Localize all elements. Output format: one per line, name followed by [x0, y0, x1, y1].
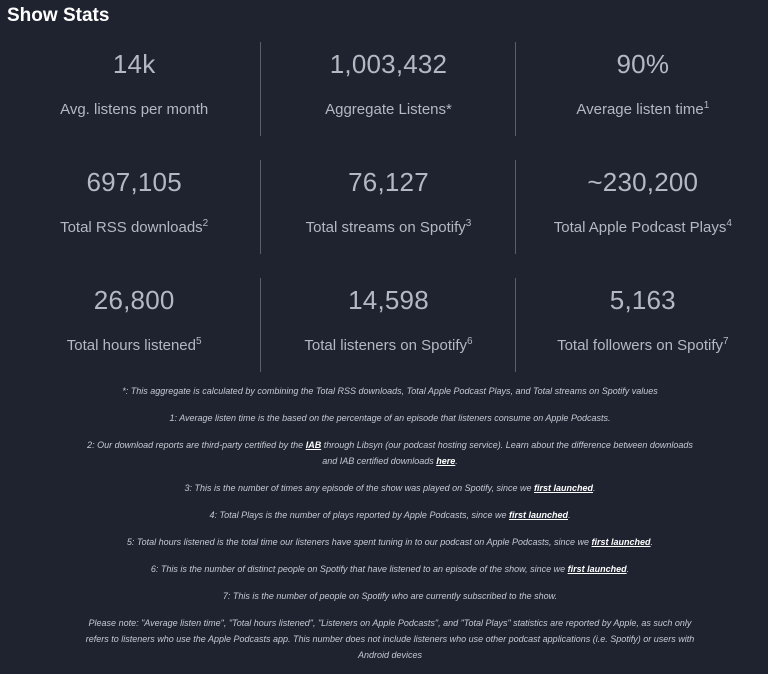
footnote-6-end: .	[626, 564, 630, 574]
stat-label	[261, 219, 515, 236]
footnote-ref: 1	[703, 100, 710, 111]
stat-value: 14k	[112, 49, 156, 79]
footnote-ref: 7	[723, 336, 729, 347]
footnote-please-note: Please note: "Average listen time", "Total hours listened", "Listeners on Apple Podcasts", and "Total Plays" statistics are reported by Apple, as such only refers to listeners who use the Apple Podcasts app. This number does not include listeners who use other podcast applications (i.e. Spotify) or users with Android devices	[85, 618, 695, 660]
footnote-ref: 5	[196, 336, 202, 347]
stat-label-text: Total followers on Spotify	[557, 337, 723, 354]
stats-row	[7, 274, 768, 392]
stat-label-text: Total streams on Spotify	[305, 219, 466, 236]
stat-aggregate-listens	[261, 38, 515, 156]
footnote-1: 1: Average listen time is the based on the percentage of an episode that listeners consume on Apple Podcasts.	[169, 413, 611, 423]
stat-value: 14,598	[348, 285, 429, 315]
stat-value: 76,127	[348, 167, 429, 197]
footnote-7: 7: This is the number of people on Spotify who are currently subscribed to the show.	[222, 591, 558, 601]
stat-label-text: Total Apple Podcast Plays	[553, 219, 727, 236]
stat-label-text: Avg. listens per month	[60, 101, 209, 118]
footnote-3-end: .	[593, 483, 596, 493]
first-launched-link[interactable]: first launched	[508, 510, 568, 520]
download-difference-link[interactable]: here	[436, 456, 456, 466]
stat-total-apple-podcast-plays	[516, 156, 768, 274]
stat-value: 26,800	[93, 285, 175, 315]
stat-value: ~230,200	[587, 167, 699, 197]
stat-label-text: Average listen time	[576, 101, 704, 118]
footnote-4-text: 4: Total Plays is the number of plays reported by Apple Podcasts, since we	[209, 510, 509, 520]
footnote-ref: 3	[465, 218, 472, 229]
stat-label	[261, 337, 515, 354]
footnote-3-text: 3: This is the number of times any episode of the show was played on Spotify, since we	[184, 483, 534, 493]
footnote-2-end: .	[455, 456, 458, 466]
footnote-ref: 6	[467, 336, 473, 347]
stat-label	[516, 337, 768, 354]
stat-total-rss-downloads	[7, 156, 261, 274]
stat-value: 697,105	[86, 167, 182, 197]
stat-value: 1,003,432	[329, 49, 448, 79]
footnote-ref: 4	[726, 218, 732, 229]
footnote-2	[80, 437, 700, 469]
stat-total-followers-spotify	[516, 274, 768, 392]
footnote-3	[80, 480, 700, 496]
footnote-aggregate: *: This aggregate is calculated by combining the Total RSS downloads, Total Apple Podcast Plays, and Total streams on Spotify values	[122, 386, 658, 396]
footnote-4-end: .	[568, 510, 571, 520]
stat-label	[7, 337, 261, 354]
footnote-2-text: 2: Our download reports are third-party certified by the	[87, 440, 306, 450]
footnote-5	[80, 534, 700, 550]
stat-value: 5,163	[609, 285, 676, 315]
first-launched-link[interactable]: first launched	[567, 564, 627, 574]
page-title: Show Stats	[7, 5, 110, 26]
stat-label	[516, 219, 768, 236]
stat-value: 90%	[616, 49, 670, 79]
first-launched-link[interactable]: first launched	[533, 483, 593, 493]
stat-label-text: Total hours listened	[66, 337, 196, 354]
footnote-2-text-middle: through Libsyn (our podcast hosting service). Learn about the difference between downloads and IAB certified downloads	[321, 440, 693, 466]
footnote-6-text: 6: This is the number of distinct people on Spotify that have listened to an episode of the show, since we	[150, 564, 568, 574]
first-launched-link[interactable]: first launched	[591, 537, 651, 547]
stat-label	[7, 101, 261, 118]
footnotes	[80, 383, 700, 674]
stat-label-text: Total RSS downloads	[60, 219, 203, 236]
stat-label-text: Aggregate Listens*	[325, 101, 452, 118]
stats-row	[7, 156, 768, 274]
footnote-ref: 2	[202, 218, 209, 229]
stats-grid	[7, 38, 768, 392]
stat-total-listeners-spotify	[261, 274, 515, 392]
stat-label	[516, 101, 768, 118]
footnote-6	[80, 561, 700, 577]
stat-average-listen-time	[516, 38, 768, 156]
stat-total-hours-listened	[7, 274, 261, 392]
stat-total-streams-spotify	[261, 156, 515, 274]
footnote-4	[80, 507, 700, 523]
iab-link[interactable]: IAB	[305, 440, 322, 450]
stat-label	[7, 219, 261, 236]
stat-label	[261, 101, 515, 118]
stat-avg-listens-per-month	[7, 38, 261, 156]
footnote-5-end: .	[650, 537, 654, 547]
footnote-5-text: 5: Total hours listened is the total time our listeners have spent tuning in to our podcast on Apple Podcasts, since we	[126, 537, 592, 547]
stat-label-text: Total listeners on Spotify	[304, 337, 467, 354]
stats-row	[7, 38, 768, 156]
